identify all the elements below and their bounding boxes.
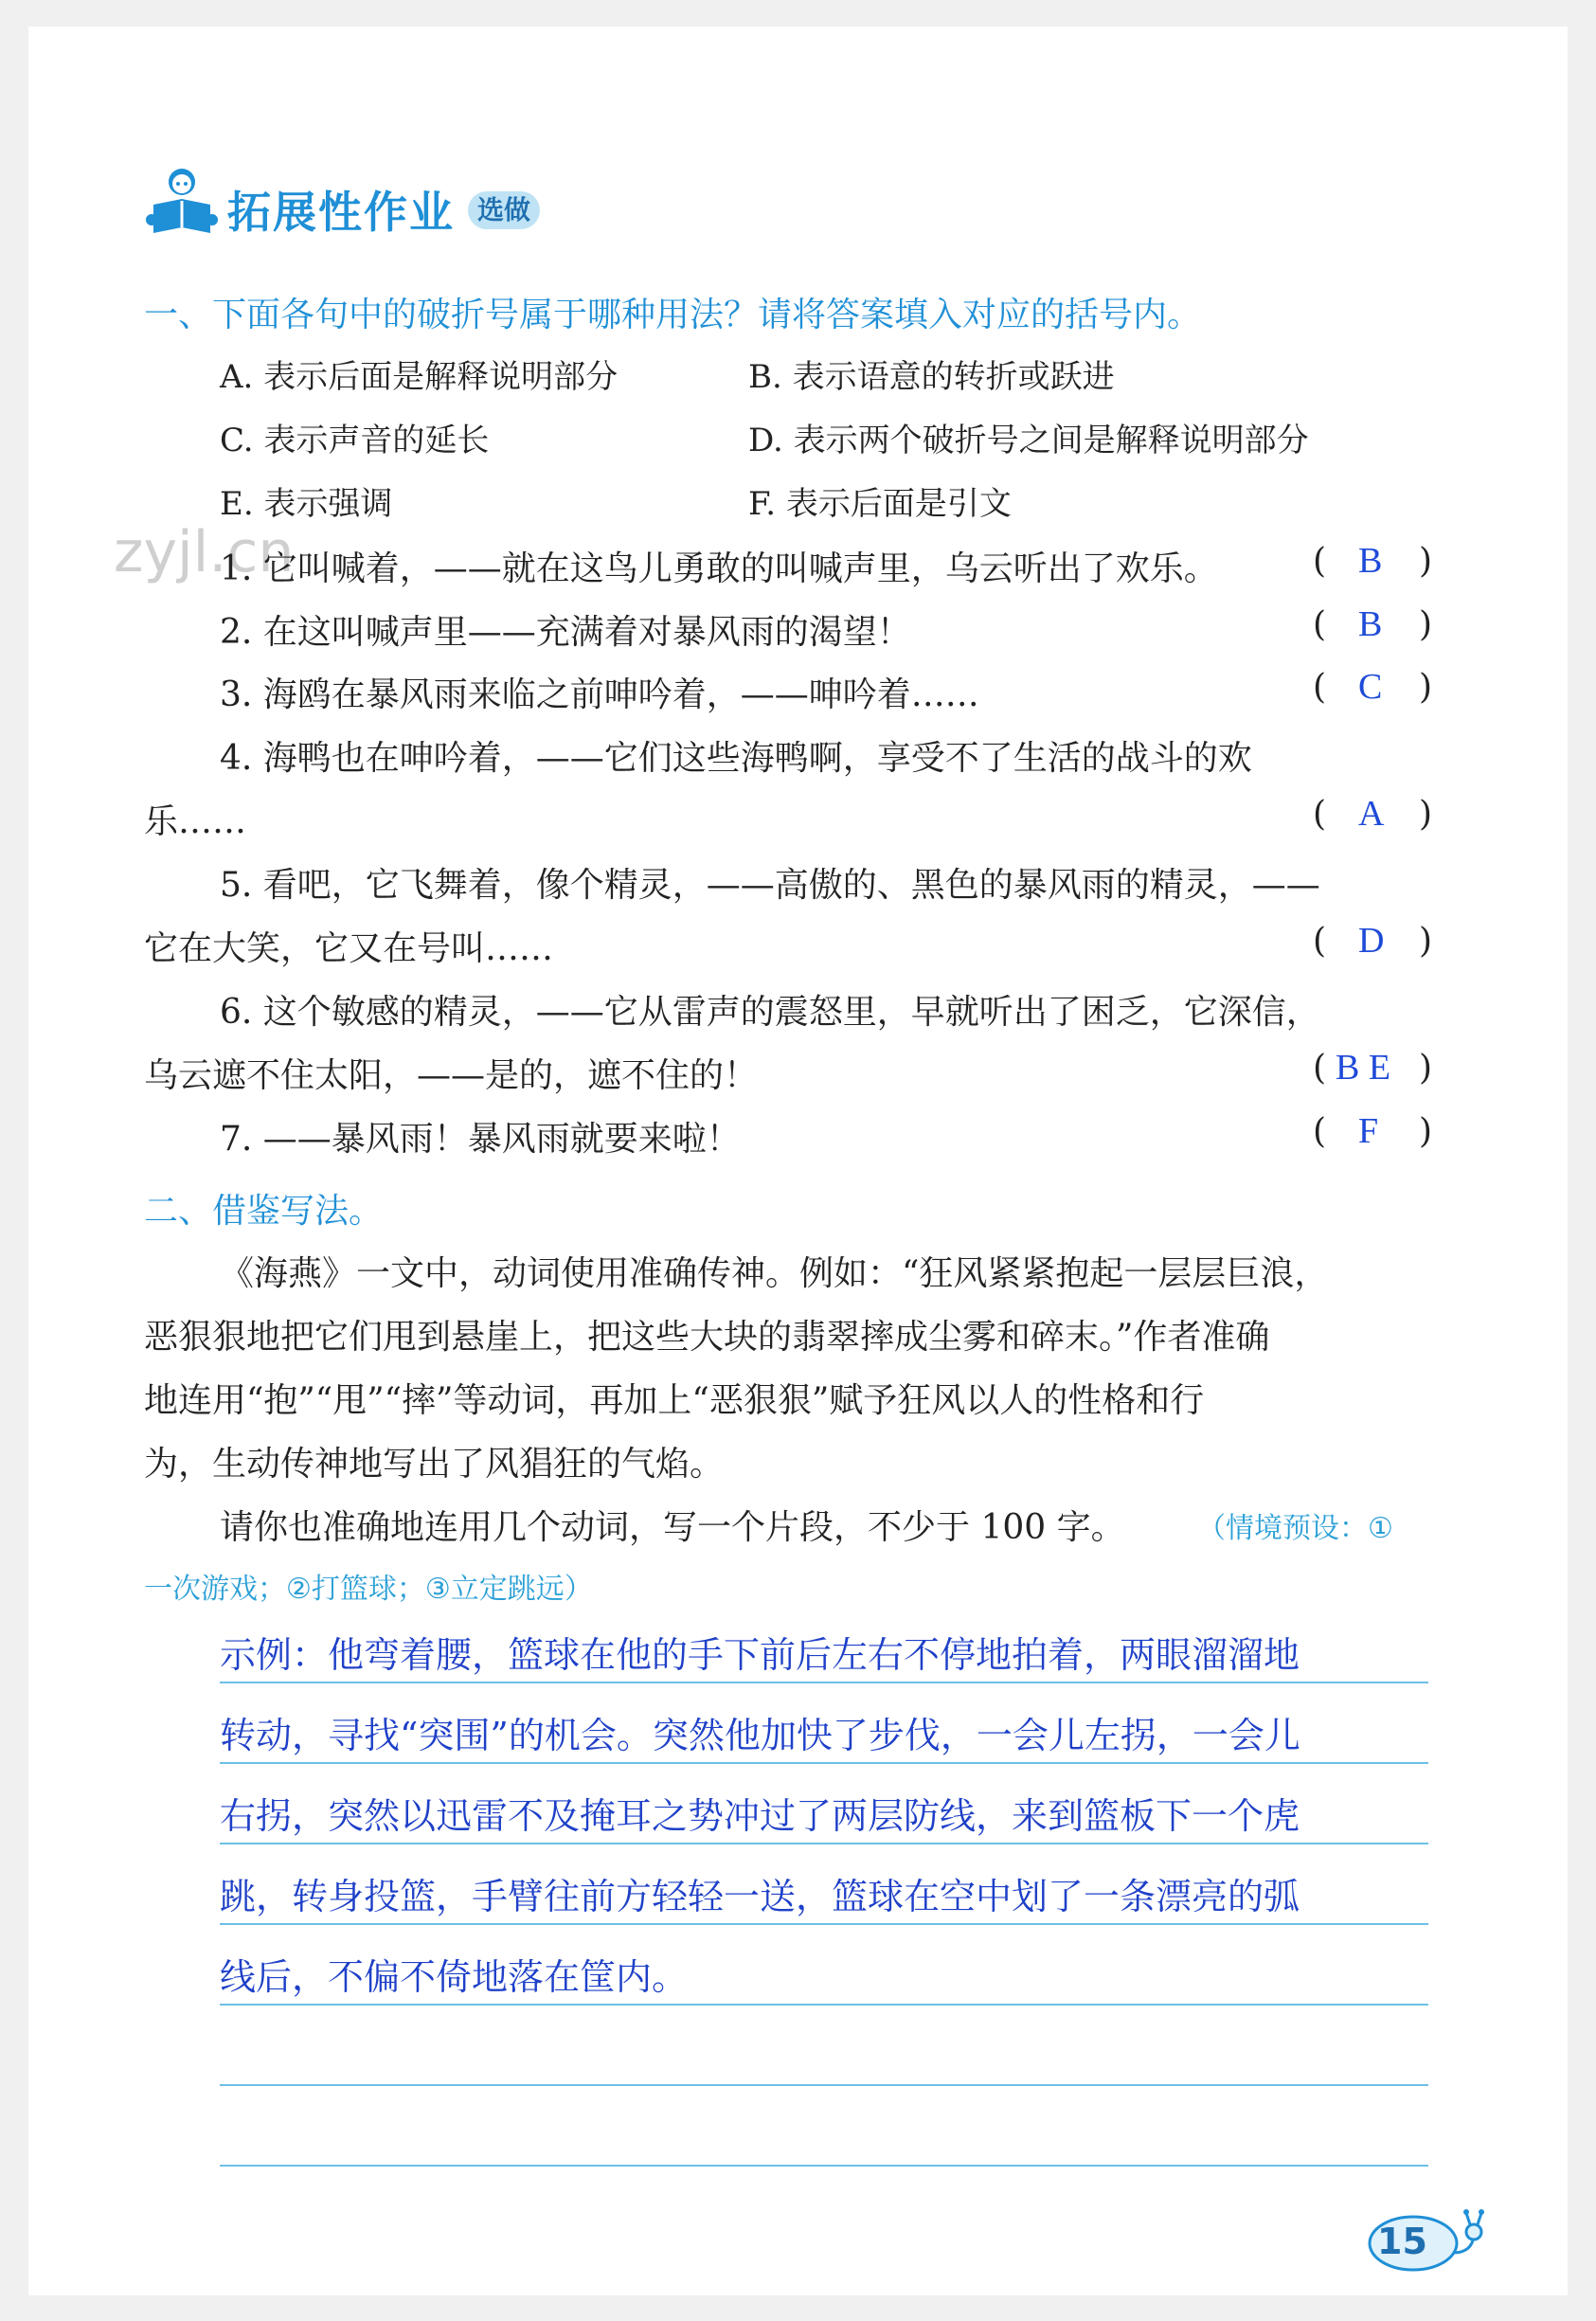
question-4-line-1: 4. 海鸭也在呻吟着，——它们这些海鸭啊，享受不了生活的战斗的欢	[220, 739, 1252, 778]
paren-close: )	[1419, 1049, 1433, 1088]
answer-line-3: 右拐，突然以迅雷不及掩耳之势冲过了两层防线，来到篮板下一个虎	[220, 1795, 1300, 1837]
option-f: F. 表示后面是引文	[748, 485, 1012, 523]
writing-rule	[220, 1843, 1428, 1844]
paren-close: )	[1419, 795, 1433, 834]
answer-line-4: 跳，转身投篮，手臂往前方轻轻一送，篮球在空中划了一条漂亮的弧	[220, 1876, 1300, 1917]
reading-student-icon	[144, 163, 220, 243]
page-number: 15	[1377, 2221, 1427, 2262]
answer-4: A	[1358, 794, 1385, 834]
scenario-hint-end: 一次游戏；②打篮球；③立定跳远）	[144, 1573, 593, 1606]
option-d: D. 表示两个破折号之间是解释说明部分	[748, 422, 1309, 459]
answer-line-2: 转动，寻找“突围”的机会。突然他加快了步伐，一会儿左拐，一会儿	[220, 1715, 1300, 1756]
page-title: 拓展性作业	[227, 187, 455, 238]
paren-open: (	[1313, 542, 1327, 581]
paren-open: (	[1313, 605, 1327, 644]
paren-close: )	[1419, 542, 1433, 581]
paren-open: (	[1313, 795, 1327, 834]
writing-task: 请你也准确地连用几个动词，写一个片段，不少于 100 字。	[220, 1508, 1125, 1547]
answer-5: D	[1358, 921, 1385, 961]
option-c: C. 表示声音的延长	[220, 422, 490, 459]
option-b: B. 表示语意的转折或跃进	[748, 358, 1115, 396]
answer-line-1: 示例：他弯着腰，篮球在他的手下前后左右不停地拍着，两眼溜溜地	[220, 1634, 1300, 1676]
question-4-line-2: 乐……	[144, 802, 247, 841]
watermark: zyjl.cn	[114, 519, 295, 585]
paragraph-line-2: 恶狠狠地把它们甩到悬崖上，把这些大块的翡翠摔成尘雾和碎末。”作者准确	[144, 1318, 1270, 1357]
section-two-title: 二、借鉴写法。	[144, 1192, 384, 1231]
paren-close: )	[1419, 1112, 1433, 1151]
answer-1: B	[1358, 541, 1383, 581]
paren-close: )	[1419, 922, 1433, 961]
question-5-line-1: 5. 看吧，它飞舞着，像个精灵，——高傲的、黑色的暴风雨的精灵，——	[220, 866, 1320, 905]
question-1: 1. 它叫喊着，——就在这鸟儿勇敢的叫喊声里，乌云听出了欢乐。	[220, 549, 1218, 588]
optional-badge: 选做	[468, 191, 540, 229]
answer-6: B E	[1336, 1048, 1391, 1088]
question-7: 7. ——暴风雨！暴风雨就要来啦！	[220, 1120, 741, 1159]
answer-2: B	[1358, 604, 1383, 644]
answer-line-5: 线后，不偏不倚地落在筐内。	[220, 1956, 689, 1998]
paren-close: )	[1419, 605, 1433, 644]
option-a: A. 表示后面是解释说明部分	[220, 358, 619, 396]
writing-rule	[220, 1923, 1428, 1925]
writing-rule	[220, 2165, 1428, 2167]
answer-7: F	[1358, 1111, 1379, 1151]
option-e: E. 表示强调	[220, 485, 393, 523]
writing-rule	[220, 2004, 1428, 2006]
section-one-title: 一、下面各句中的破折号属于哪种用法？请将答案填入对应的括号内。	[144, 296, 1202, 334]
paren-close: )	[1419, 668, 1433, 707]
paragraph-line-1: 《海燕》一文中，动词使用准确传神。例如：“狂风紧紧抱起一层层巨浪，	[220, 1254, 1329, 1293]
paragraph-line-3: 地连用“抱”“甩”“摔”等动词，再加上“恶狠狠”赋予狂风以人的性格和行	[144, 1381, 1205, 1420]
question-2: 2. 在这叫喊声里——充满着对暴风雨的渴望！	[220, 613, 911, 652]
paren-open: (	[1313, 668, 1327, 707]
question-6-line-2: 乌云遮不住太阳，——是的，遮不住的！	[144, 1056, 759, 1095]
answer-3: C	[1358, 667, 1383, 707]
writing-rule	[220, 2084, 1428, 2086]
question-5-line-2: 它在大笑，它又在号叫……	[144, 929, 554, 968]
paren-open: (	[1313, 1112, 1327, 1151]
paren-open: (	[1313, 1049, 1327, 1088]
question-3: 3. 海鸥在暴风雨来临之前呻吟着，——呻吟着……	[220, 675, 979, 714]
question-6-line-1: 6. 这个敏感的精灵，——它从雷声的震怒里，早就听出了困乏，它深信，	[220, 993, 1320, 1032]
writing-rule	[220, 1682, 1428, 1683]
paren-open: (	[1313, 922, 1327, 961]
writing-rule	[220, 1762, 1428, 1764]
scenario-hint-start: （情境预设：①	[1197, 1512, 1393, 1545]
paragraph-line-4: 为，生动传神地写出了风猖狂的气焰。	[144, 1445, 725, 1484]
